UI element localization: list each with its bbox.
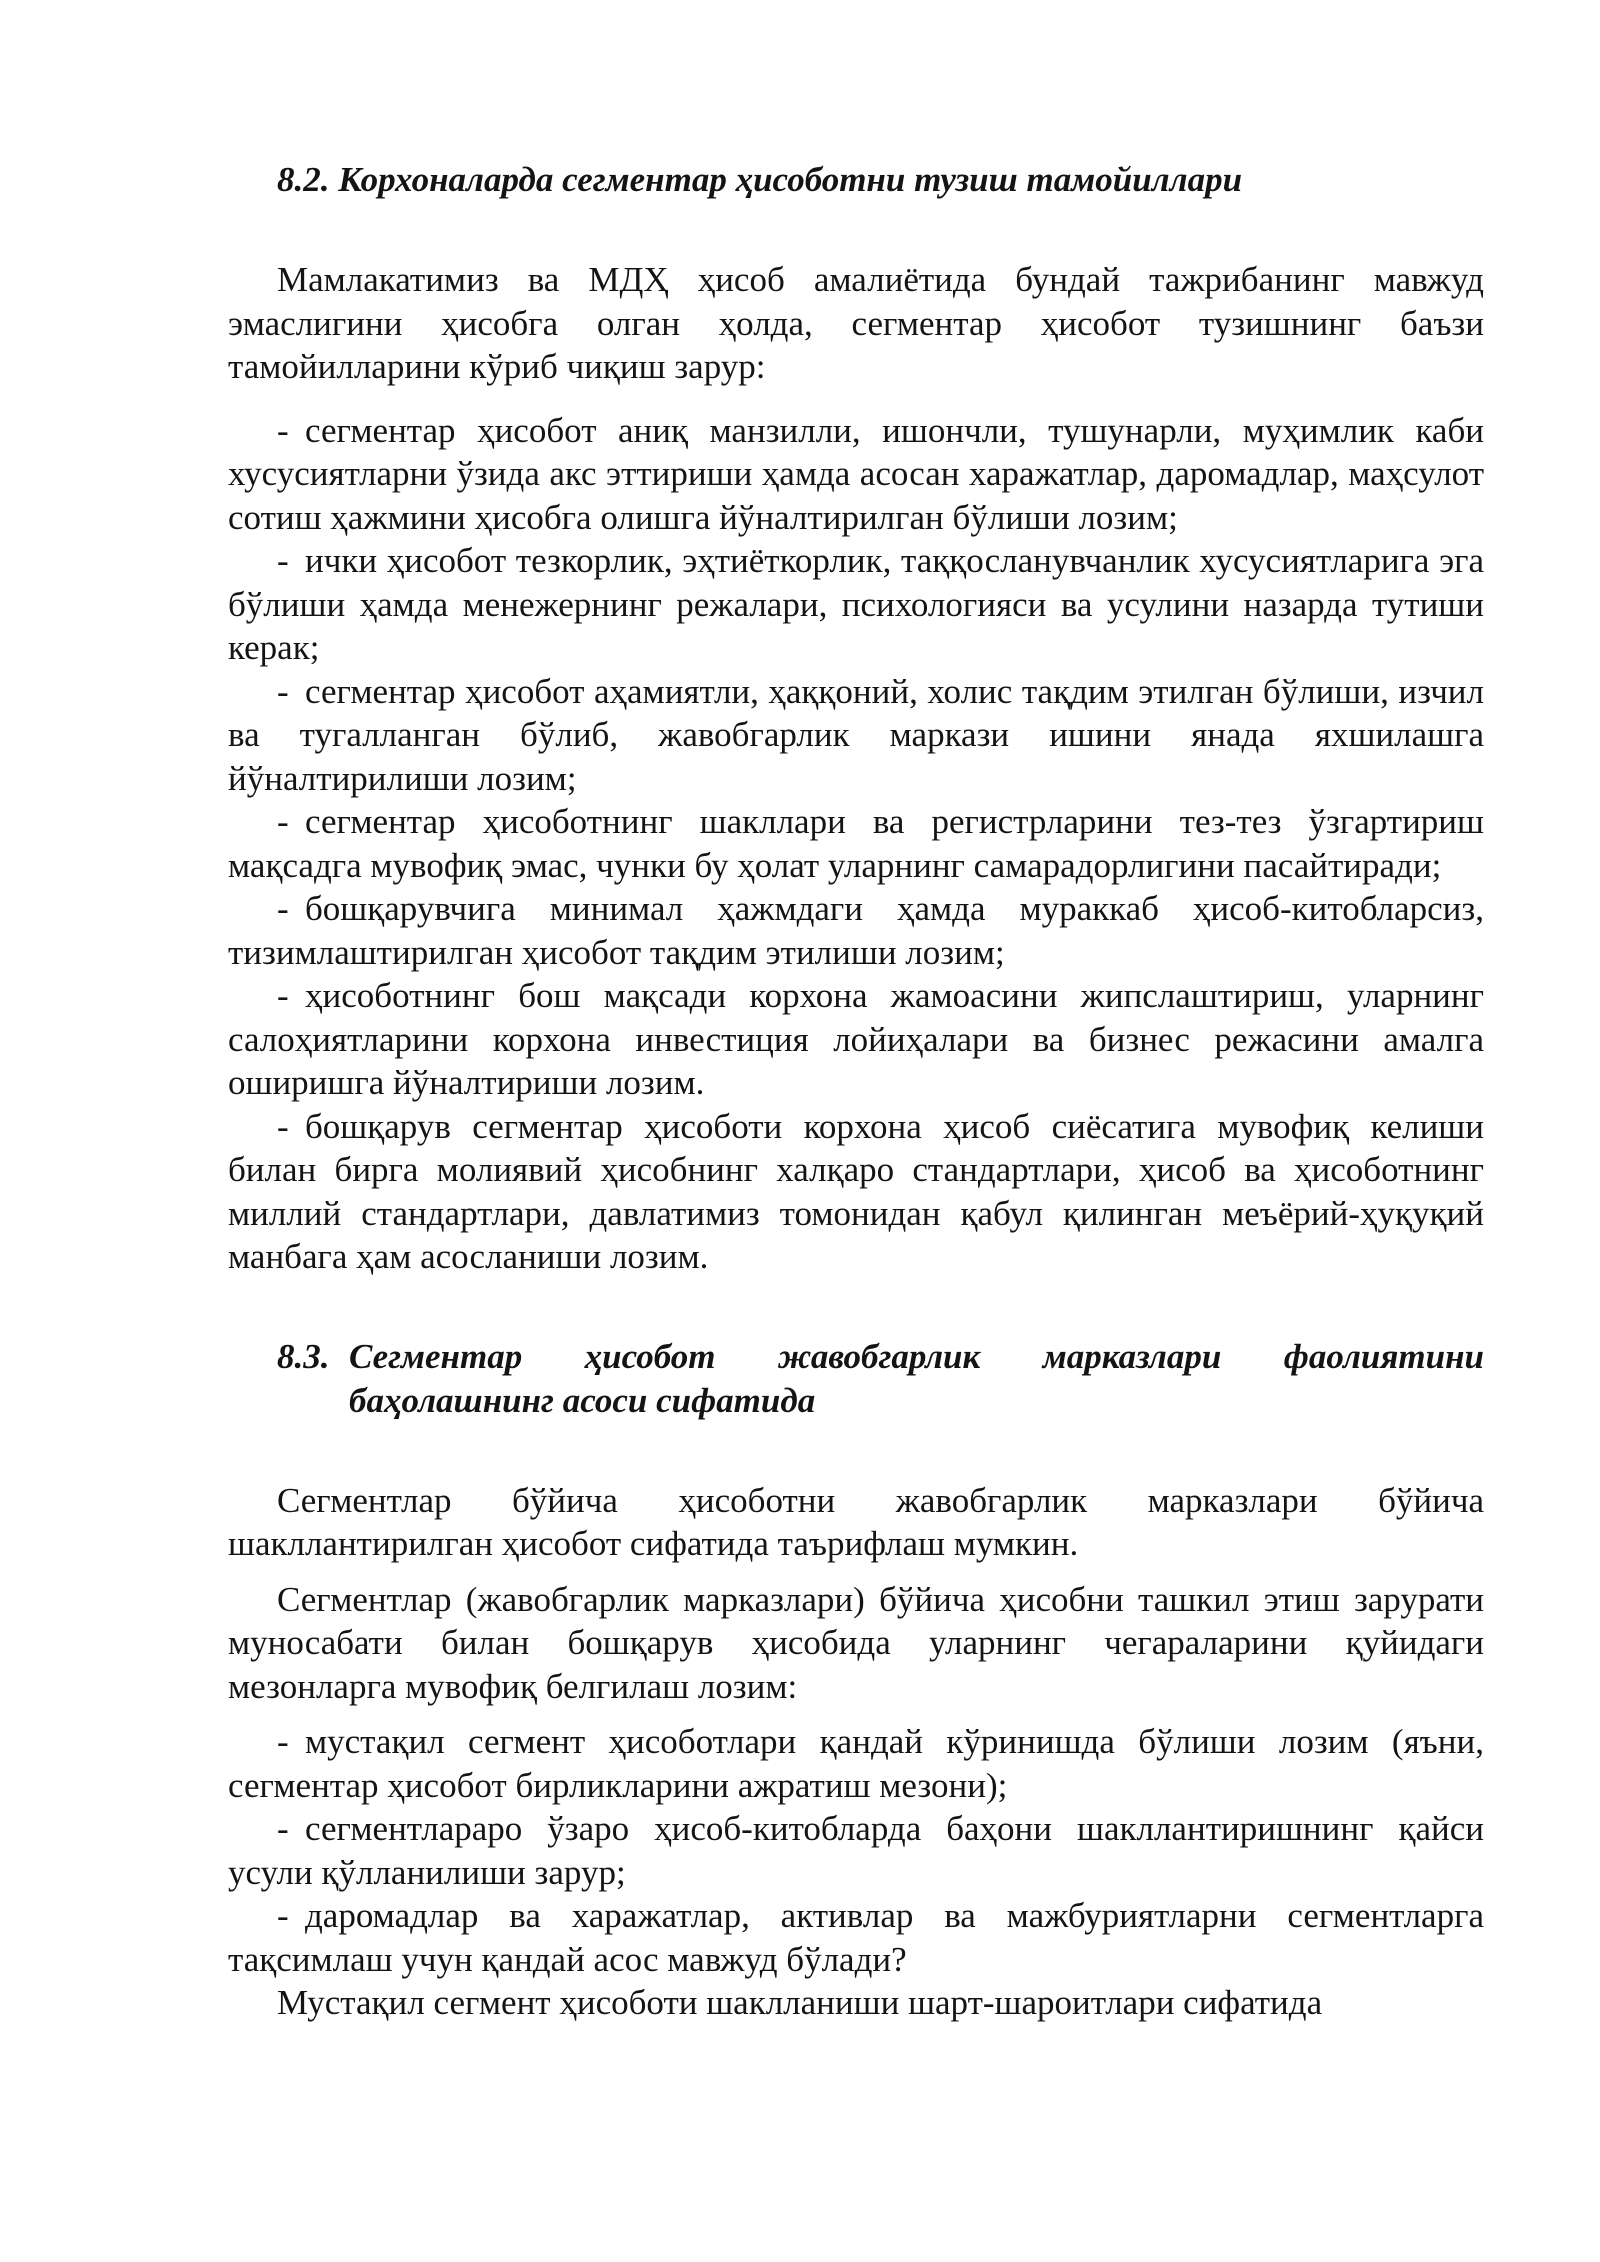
list-item-text: сегментар ҳисобот аниқ манзилли, ишончли, тушунарли, муҳимлик каби хусусиятларни ўзида акс эттириши ҳамда асосан харажатлар, даромадлар, маҳсулот сотиш ҳажмини ҳисобга олишга йўналтирилган бўлиши лозим; [228, 410, 1484, 537]
list-item-text: ички ҳисобот тезкорлик, эҳтиёткорлик, таққосланувчанлик хусусиятларига эга бўлиши ҳамда менежернинг режалари, психологияси ва усулини назарда тутиши керак; [228, 541, 1484, 667]
section-number: 8.3. [277, 1336, 330, 1376]
intro-paragraph: Мамлакатимиз ва МДҲ ҳисоб амалиётида бундай тажрибанинг мавжуд эмаслигини ҳисобга олган ҳолда, сегментар ҳисобот тузишнинг баъзи тамойилларини кўриб чиқиш зарур: [228, 260, 1484, 386]
dash-bullet: - [277, 410, 289, 450]
section-title-line-1: Сегментар ҳисобот жавобгарлик марказлари фаолиятини [349, 1336, 1484, 1376]
list-item [228, 1807, 1484, 1894]
section-heading-8-2: 8.2. Корхоналарда сегментар ҳисоботни тузиш тамойиллари [277, 160, 1243, 199]
paragraph: Сегментлар бўйича ҳисоботни жавобгарлик марказлари бўйича шакллантирилган ҳисобот сифатида таърифлаш мумкин. [228, 1480, 1484, 1563]
list-item [228, 409, 1484, 540]
list-item [228, 539, 1484, 670]
dash-bullet: - [277, 1809, 289, 1848]
paragraph: Мустақил сегмент ҳисоботи шаклланиши шарт-шароитлари сифатида [277, 1983, 1323, 2022]
list-item-text: мустақил сегмент ҳисоботлари қандай кўринишда бўлиши лозим (яъни, сегментар ҳисобот бирликларини ажратиш мезони); [228, 1722, 1484, 1805]
dash-bullet: - [277, 1896, 289, 1935]
section-title-line-2: баҳолашнинг асоси сифатида [349, 1380, 816, 1420]
list-item [228, 887, 1484, 974]
dash-bullet: - [277, 802, 289, 841]
list-item [228, 1105, 1484, 1279]
list-item-text: бошқарув сегментар ҳисоботи корхона ҳисоб сиёсатига мувофиқ келиши билан бирга молиявий ҳисобнинг халқаро стандартлари, ҳисоб ва ҳисоботнинг миллий стандартлари, давлатимиз томонидан қабул қилинган меъёрий-ҳуқуқий манбага ҳам асосланиши лозим. [228, 1106, 1484, 1276]
dash-bullet: - [277, 1722, 289, 1761]
section-heading-8-3 [228, 1335, 1484, 1423]
list-item-text: сегментар ҳисоботнинг шакллари ва регистрларини тез-тез ўзгартириш мақсадга мувофиқ эмас, чунки бу ҳолат уларнинг самарадорлигини пасайтиради; [228, 802, 1484, 885]
criteria-list [228, 1720, 1484, 1981]
dash-bullet: - [277, 1106, 289, 1146]
list-item [228, 800, 1484, 887]
list-item [228, 670, 1484, 801]
list-item-text: сегментлараро ўзаро ҳисоб-китобларда баҳони шакллантиришнинг қайси усули қўлланилиши зарур; [228, 1809, 1484, 1892]
list-item-text: ҳисоботнинг бош мақсади корхона жамоасини жипслаштириш, уларнинг салоҳиятларини корхона инвестиция лойиҳалари ва бизнес режасини амалга оширишга йўналтириши лозим. [228, 976, 1484, 1102]
list-item-text: бошқарувчига минимал ҳажмдаги ҳамда мураккаб ҳисоб-китобларсиз, тизимлаштирилган ҳисобот тақдим этилиши лозим; [228, 889, 1484, 972]
list-item [228, 1894, 1484, 1981]
dash-bullet: - [277, 889, 289, 928]
list-item-text: даромадлар ва харажатлар, активлар ва мажбуриятларни сегментларга тақсимлаш учун қандай асос мавжуд бўлади? [228, 1896, 1484, 1979]
principles-list [228, 409, 1484, 1279]
list-item-text: сегментар ҳисобот аҳамиятли, ҳаққоний, холис тақдим этилган бўлиши, изчил ва тугалланган бўлиб, жавобгарлик маркази ишини янада яхшилашга йўналтирилиши лозим; [228, 671, 1484, 798]
dash-bullet: - [277, 541, 289, 580]
paragraph: Сегментлар (жавобгарлик марказлари) бўйича ҳисобни ташкил этиш зарурати муносабати билан бошқарув ҳисобида уларнинг чегараларини қуйидаги мезонларга мувофиқ белгилаш лозим: [228, 1579, 1484, 1706]
dash-bullet: - [277, 671, 289, 711]
list-item [228, 1720, 1484, 1807]
list-item [228, 974, 1484, 1105]
dash-bullet: - [277, 976, 289, 1015]
